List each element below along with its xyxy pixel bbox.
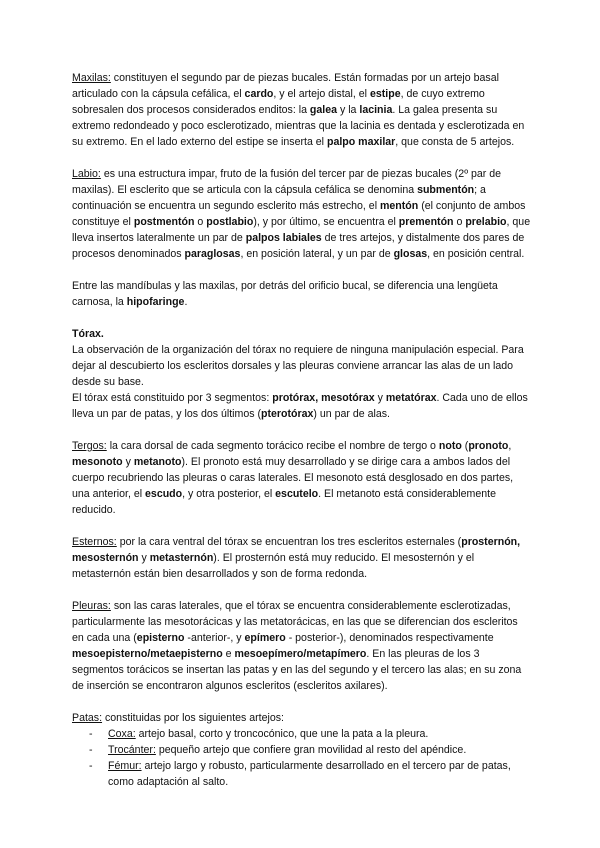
- dash-bullet: -: [89, 728, 93, 740]
- term-metatorax: metatórax: [385, 392, 437, 404]
- term-metanoto: metanoto: [133, 456, 182, 468]
- term-paraglosas: paraglosas: [184, 248, 241, 260]
- term-mesoepimero: mesoepímero/metapímero: [234, 648, 367, 660]
- term-maxilas: Maxilas:: [72, 72, 111, 84]
- term-palpo-maxilar: palpo maxilar: [326, 136, 396, 148]
- term-noto: noto: [438, 440, 462, 452]
- paragraph-pleuras: Pleuras: son las caras laterales, que el tórax se encuentra considerablemente esclerotizadas, particularmente las mesotorácicas y las metatorácicas, en las que se diferencian dos escleritos en cada una (episterno -anterior-, y epímero - posterior-), denominados respectivamente mesoepisterno/metaepisterno e mesoepímero/metapímero. En las pleuras de los 3 segmentos torácicos se insertan las patas y en las del segundo y el tercero las alas; en su zona de inserción se encontraron algunos escleritos (escleritos axilares).: [72, 600, 522, 692]
- term-epimero: epímero: [244, 632, 286, 644]
- paragraph-hipofaringe: Entre las mandíbulas y las maxilas, por detrás del orificio bucal, se diferencia una lengüeta carnosa, la hipofaringe.: [72, 280, 498, 308]
- term-escutelo: escutelo: [275, 488, 319, 500]
- term-prelabio: prelabio: [465, 216, 507, 228]
- term-femur: Fémur:: [108, 760, 142, 772]
- term-lacinia: lacinia: [359, 104, 393, 116]
- term-pleuras: Pleuras:: [72, 600, 111, 612]
- paragraph-esternos: Esternos: por la cara ventral del tórax se encuentran los tres escleritos esternales (prosternón, mesosternón y metasternón). El prosternón está muy reducido. El mesosternón y el metasternón están bien desarrollados y son de forma redonda.: [72, 536, 521, 580]
- term-cardo: cardo: [244, 88, 274, 100]
- term-mesonoto: mesonoto: [72, 456, 123, 468]
- term-prementon: prementón: [398, 216, 454, 228]
- dash-bullet: -: [89, 744, 93, 756]
- dash-bullet: -: [89, 760, 93, 772]
- term-episterno: episterno: [136, 632, 185, 644]
- term-submenton: submentón: [417, 184, 475, 196]
- list-item: - Fémur: artejo largo y robusto, particularmente desarrollado en el tercero par de patas, como adaptación al salto.: [89, 760, 511, 788]
- term-tergos: Tergos:: [72, 440, 107, 452]
- term-prosternon-mesosternon: prosternón, mesosternón: [72, 536, 521, 564]
- term-postlabio: postlabio: [206, 216, 254, 228]
- term-mesoepisterno: mesoepisterno/metaepisterno: [72, 648, 223, 660]
- term-esternos: Esternos:: [72, 536, 117, 548]
- paragraph-labio: Labio: es una estructura impar, fruto de la fusión del tercer par de piezas bucales (2º par de maxilas). El esclerito que se articula con la cápsula cefálica se denomina submentón; a continuación se encuentra un segundo esclerito más estrecho, el mentón (el conjunto de ambos constituye el postmentón o postlabio), y por último, se encuentra el prementón o prelabio, que lleva insertos lateralmente un par de palpos labiales de tres artejos, y distalmente dos pares de procesos denominados paraglosas, en posición lateral, y un par de glosas, en posición central.: [72, 168, 531, 260]
- term-trocanter: Trocánter:: [108, 744, 156, 756]
- term-escudo: escudo: [145, 488, 183, 500]
- paragraph-maxilas: Maxilas: constituyen el segundo par de piezas bucales. Están formadas por un artejo basal articulado con la cápsula cefálica, el cardo, y el artejo distal, el estipe, de cuyo extremo sobresalen dos procesos considerados enditos: la galea y la lacinia. La galea presenta su extremo redondeado y poco esclerotizado, mientras que la lacinia es dentada y esclerotizada en su extremo. En el lado externo del estipe se inserta el palpo maxilar, que consta de 5 artejos.: [72, 72, 525, 148]
- document-page: [72, 70, 532, 790]
- paragraph-patas: Patas: constituidas por los siguientes artejos:: [72, 712, 285, 724]
- term-pronoto: pronoto: [468, 440, 509, 452]
- heading-torax: Tórax.: [72, 328, 104, 340]
- term-patas: Patas:: [72, 712, 103, 724]
- term-galea: galea: [309, 104, 338, 116]
- patas-list: [72, 726, 532, 790]
- term-metasternon: metasternón: [149, 552, 214, 564]
- term-glosas: glosas: [393, 248, 428, 260]
- term-estipe: estipe: [369, 88, 401, 100]
- term-palpos-labiales: palpos labiales: [245, 232, 322, 244]
- paragraph-torax-intro: La observación de la organización del tórax no requiere de ninguna manipulación especial. Para dejar al descubierto los escleritos dorsales y las pleuras conviene arrancar las alas de un lado desde su base.: [72, 344, 524, 388]
- term-protorax-mesotorax: protórax, mesotórax: [272, 392, 375, 404]
- term-postmenton: postmentón: [133, 216, 195, 228]
- term-coxa: Coxa:: [108, 728, 136, 740]
- term-pterotorax: pterotórax: [261, 408, 314, 420]
- list-item: - Trocánter: pequeño artejo que confiere gran movilidad al resto del apéndice.: [89, 744, 467, 756]
- term-hipofaringe: hipofaringe: [126, 296, 185, 308]
- paragraph-tergos: Tergos: la cara dorsal de cada segmento torácico recibe el nombre de tergo o noto (pronoto, mesonoto y metanoto). El pronoto está muy desarrollado y se dirige cara a ambos lados del cuerpo recubriendo las pleuras o caras laterales. El mesonoto está desglosado en dos partes, una anterior, el escudo, y otra posterior, el escutelo. El metanoto está considerablemente reducido.: [72, 440, 514, 516]
- list-item: - Coxa: artejo basal, corto y troncocónico, que une la pata a la pleura.: [89, 728, 429, 740]
- term-labio: Labio:: [72, 168, 101, 180]
- term-menton: mentón: [380, 200, 419, 212]
- paragraph-torax-segmentos: El tórax está constituido por 3 segmentos: protórax, mesotórax y metatórax. Cada uno de ellos lleva un par de patas, y los dos últimos (pterotórax) un par de alas.: [72, 392, 528, 420]
